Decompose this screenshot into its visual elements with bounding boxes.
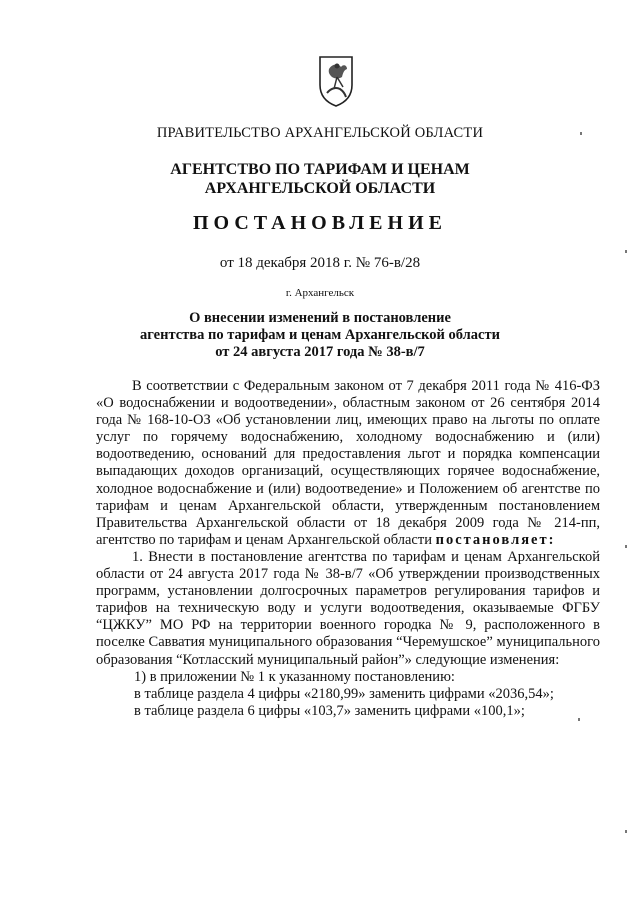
document-date-number: от 18 декабря 2018 г. № 76-в/28 <box>219 255 421 271</box>
subject-line2: агентства по тарифам и ценам Архангельской области <box>140 327 500 343</box>
agency-name-line2: АРХАНГЕЛЬСКОЙ ОБЛАСТИ <box>204 180 436 197</box>
subject-line3: от 24 августа 2017 года № 38-в/7 <box>215 344 425 360</box>
item-1-paragraph: 1. Внести в постановление агентства по тарифам и ценам Архангельской области от 24 августа 2017 года № 38-в/7 «Об утверждении производственных программ, установлении долгосрочных параметров регулирования тарифов и тарифов на техническую воду и услуги водоотведения, оказываемые ФГБУ “ЦЖКУ” МО РФ на территории военного городка № 9, расположенного в поселке Савватия муниципального образования “Черемушское” муниципального образования “Котласский муниципальный район”» следующие изменения: <box>96 548 600 668</box>
scan-speck <box>625 830 627 833</box>
scan-speck <box>625 250 627 253</box>
subitem-1-paragraph: 1) в приложении № 1 к указанному постановлению: <box>134 668 455 685</box>
agency-name-line1: АГЕНТСТВО ПО ТАРИФАМ И ЦЕНАМ <box>170 161 470 178</box>
preamble-text: В соответствии с Федеральным законом от 7 декабря 2011 года № 416-ФЗ «О водоснабжении и водоотведении», областным законом от 26 сентября 2014 года № 168-10-ОЗ «Об установлении лиц, имеющих право на льготы по оплате услуг по горячему водоснабжению, холодному водоснабжению и (или) водоотведению, оснований для предоставления льгот и порядка компенсации выпадающих доходов организаций, осуществляющих горячее водоснабжение, холодное водоснабжение и (или) водоотведение» и Положением об агентстве по тарифам и ценам Архангельской области, утвержденным постановлением Правительства Архангельской области от 18 декабря 2009 года № 214-пп, агентство по тарифам и ценам Архангельской области <box>96 378 600 548</box>
preamble-paragraph <box>96 378 600 549</box>
subject-line1: О внесении изменений в постановление <box>189 310 451 326</box>
scan-speck <box>580 132 582 135</box>
document-body <box>96 378 600 720</box>
government-name: ПРАВИТЕЛЬСТВО АРХАНГЕЛЬСКОЙ ОБЛАСТИ <box>156 125 484 141</box>
agency-name <box>0 160 640 198</box>
change-1-paragraph: в таблице раздела 4 цифры «2180,99» заменить цифрами «2036,54»; <box>134 685 554 702</box>
scan-speck <box>625 545 627 548</box>
change-2-paragraph: в таблице раздела 6 цифры «103,7» заменить цифрами «100,1»; <box>134 702 525 719</box>
coat-of-arms-emblem <box>316 55 356 107</box>
document-subject <box>0 310 640 361</box>
decides-keyword: постановляет: <box>435 531 556 548</box>
scan-speck <box>578 718 580 721</box>
document-type-title: ПОСТАНОВЛЕНИЕ <box>193 212 447 234</box>
document-city: г. Архангельск <box>285 287 355 299</box>
